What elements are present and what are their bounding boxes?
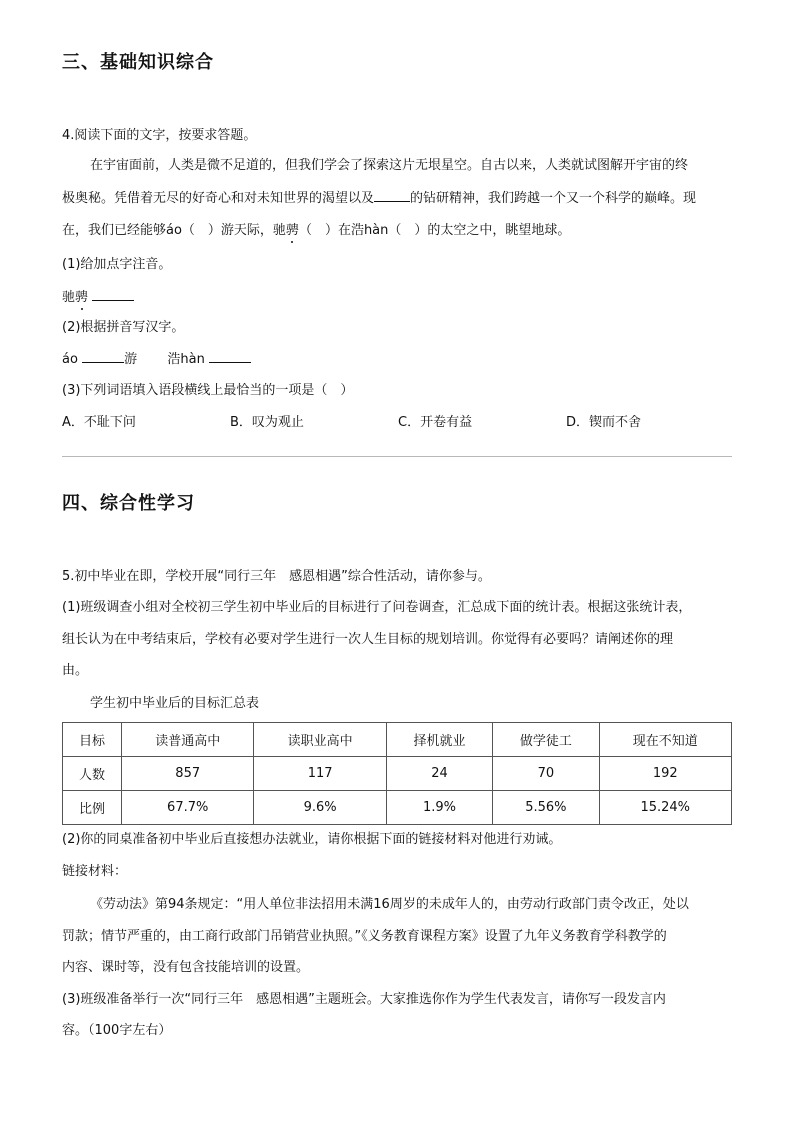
table-header-cell: 做学徒工 (493, 723, 599, 757)
table-cell: 117 (254, 757, 386, 791)
passage-line-3-end: （ ）在浩hàn（ ）的太空之中，眺望地球。 (298, 223, 571, 238)
q5-sub-2: (2)你的同桌准备初中毕业后直接想办法就业，请你根据下面的链接材料对他进行劝诫。 (62, 832, 562, 847)
table-cell: 5.56% (493, 791, 599, 825)
passage-line-2 (62, 189, 696, 209)
sub-question-1-answer (62, 288, 134, 308)
table-row-ratio (63, 791, 732, 825)
q5-sub-1-line-3: 由。 (62, 663, 89, 678)
table-header-cell: 读职业高中 (254, 723, 386, 757)
table-header-row (63, 723, 732, 757)
goals-statistics-table (62, 722, 732, 825)
sub-question-3: (3)下列词语填入语段横线上最恰当的一项是（ ） (62, 383, 354, 398)
passage-line-2-start: 极奥秘。凭借着无尽的好奇心和对未知世界的渴望以及 (62, 191, 375, 206)
table-cell: 人数 (63, 757, 122, 791)
table-cell: 1.9% (386, 791, 492, 825)
option-a[interactable]: A．不耻下问 (62, 415, 136, 430)
passage-line-2-end: 的钻研精神，我们跨越一个又一个科学的巅峰。现 (410, 191, 697, 206)
q5-sub-3-line-1: (3)班级准备举行一次“同行三年 感恩相遇”主题班会。大家推选你作为学生代表发言，请你写一段发言内 (62, 992, 666, 1007)
character-you: 游 (124, 352, 138, 367)
sub-question-2-answer (62, 350, 251, 370)
question-5-title: 5.初中毕业在即，学校开展“同行三年 感恩相遇”综合性活动，请你参与。 (62, 569, 491, 584)
sub-question-1: (1)给加点字注音。 (62, 257, 172, 272)
section-divider (62, 456, 732, 457)
passage-line-1: 在宇宙面前，人类是微不足道的，但我们学会了探索这片无垠星空。自古以来，人类就试图解开宇宙的终 (90, 158, 689, 173)
table-cell: 比例 (63, 791, 122, 825)
q5-sub-1-line-2: 组长认为在中考结束后，学校有必要对学生进行一次人生目标的规划培训。你觉得有必要吗？请阐述你的理 (62, 632, 674, 647)
sub-question-2: (2)根据拼音写汉字。 (62, 320, 185, 335)
dotted-character: 骋 (285, 223, 299, 238)
link-material-line-2: 罚款；情节严重的，由工商行政部门吊销营业执照。”《义务教育课程方案》设置了九年义务教育学科教学的 (62, 929, 667, 944)
table-caption: 学生初中毕业后的目标汇总表 (90, 696, 260, 711)
table-cell: 67.7% (122, 791, 254, 825)
pinyin-han: 浩hàn (167, 352, 205, 367)
table-cell: 192 (599, 757, 731, 791)
table-header-cell: 现在不知道 (599, 723, 731, 757)
pinyin-answer-blank[interactable] (92, 288, 134, 301)
link-material-line-3: 内容、课时等，没有包含技能培训的设置。 (62, 960, 310, 975)
pinyin-ao: áo (62, 352, 78, 367)
passage-line-3 (62, 221, 570, 241)
table-cell: 24 (386, 757, 492, 791)
option-c[interactable]: C．开卷有益 (398, 415, 473, 430)
answer-blank[interactable] (374, 189, 410, 202)
passage-line-3-start: 在，我们已经能够áo（ ）游天际，驰 (62, 223, 286, 238)
section-3-heading: 三、基础知识综合 (62, 52, 214, 73)
table-header-cell: 读普通高中 (122, 723, 254, 757)
table-row-count (63, 757, 732, 791)
table-cell: 9.6% (254, 791, 386, 825)
answer-dotted-character: 骋 (75, 290, 89, 305)
link-material-line-1: 《劳动法》第94条规定：“用人单位非法招用未满16周岁的未成年人的，由劳动行政部门责令改正，处以 (90, 897, 689, 912)
q5-sub-3-line-2: 容。（100字左右） (62, 1023, 172, 1038)
ao-answer-blank[interactable] (82, 350, 124, 363)
q5-sub-1-line-1: (1)班级调查小组对全校初三学生初中毕业后的目标进行了问卷调查，汇总成下面的统计表。根据这张统计表， (62, 600, 692, 615)
answer-word-start: 驰 (62, 290, 76, 305)
han-answer-blank[interactable] (209, 350, 251, 363)
link-material-label: 链接材料： (62, 864, 128, 879)
table-header-cell: 目标 (63, 723, 122, 757)
option-b[interactable]: B．叹为观止 (230, 415, 304, 430)
table-header-cell: 择机就业 (386, 723, 492, 757)
table-cell: 15.24% (599, 791, 731, 825)
option-d[interactable]: D．锲而不舍 (566, 415, 642, 430)
section-4-heading: 四、综合性学习 (62, 493, 195, 514)
table-cell: 857 (122, 757, 254, 791)
table-cell: 70 (493, 757, 599, 791)
question-4-title: 4.阅读下面的文字，按要求答题。 (62, 128, 257, 143)
